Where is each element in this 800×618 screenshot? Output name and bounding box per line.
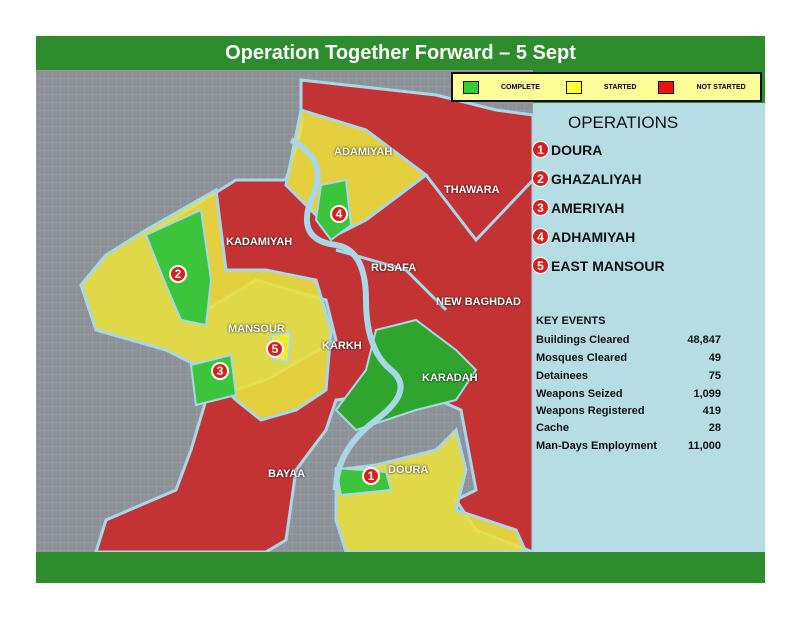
district-label-karadah: KARADAH [422,372,478,384]
key-event-label: Weapons Seized [536,388,623,400]
operation-name: GHAZALIYAH [551,170,642,187]
operation-number-badge: 5 [532,257,549,274]
operation-name: EAST MANSOUR [551,257,665,274]
legend-swatch-started [566,81,582,94]
operation-number-badge: 4 [532,228,549,245]
legend-label-not-started: NOT STARTED [696,83,746,91]
key-event-row [536,422,721,434]
district-label-new-baghdad: NEW BAGHDAD [436,296,521,308]
operation-name: DOURA [551,141,603,158]
key-event-value: 48,847 [687,334,721,346]
legend-item-not-started [658,81,745,94]
district-label-doura: DOURA [388,464,429,476]
district-label-adamiyah: ADAMIYAH [334,146,393,158]
map-marker-1: 1 [362,467,380,485]
operation-number-badge: 2 [532,170,549,187]
operation-item [532,170,642,187]
key-event-row [536,370,721,382]
district-label-rusafa: RUSAFA [371,262,417,274]
key-event-row [536,334,721,346]
key-event-value: 49 [708,352,721,364]
key-event-row [536,405,721,417]
legend-item-started [566,81,637,94]
operation-item [532,228,635,245]
district-label-mansour: MANSOUR [228,323,285,335]
key-event-row [536,352,721,364]
key-event-label: Weapons Registered [536,405,645,417]
legend-swatch-complete [463,81,479,94]
district-label-kadamiyah: KADAMIYAH [226,236,293,248]
key-event-label: Cache [536,422,570,434]
key-event-row [536,440,721,452]
key-event-value: 75 [708,370,721,382]
legend-label-started: STARTED [603,83,637,91]
page-title: Operation Together Forward – 5 Sept [36,36,765,70]
legend-swatch-not-started [658,81,674,94]
key-event-label: Man-Days Employment [536,440,658,452]
operation-number-badge: 3 [532,199,549,216]
key-event-label: Buildings Cleared [536,334,630,346]
operation-number-badge: 1 [532,141,549,158]
operation-item [532,141,602,158]
district-label-thawara: THAWARA [444,184,500,196]
district-label-karkh: KARKH [322,340,362,352]
operations-title: OPERATIONS [568,113,679,132]
map-marker-3: 3 [211,362,229,380]
legend [451,72,762,102]
key-event-row [536,388,721,400]
key-event-value: 28 [708,422,721,434]
key-event-value: 419 [702,405,721,417]
legend-label-complete: COMPLETE [501,83,540,91]
map-marker-4: 4 [330,205,348,223]
operation-name: AMERIYAH [551,199,625,216]
operation-item [532,199,624,216]
map-marker-2: 2 [169,265,187,283]
key-events-title: KEY EVENTS [536,315,606,327]
operation-item [532,257,665,274]
district-label-bayaa: BAYAA [268,468,306,480]
key-event-label: Detainees [536,370,588,382]
map-area [36,70,533,552]
legend-item-complete [463,81,540,94]
map-marker-5: 5 [266,340,284,358]
region-complete-ameriyah [191,355,236,405]
key-event-value: 1,099 [693,388,721,400]
bottom-bar [36,552,765,583]
operation-name: ADHAMIYAH [551,228,636,245]
key-event-label: Mosques Cleared [536,352,628,364]
key-event-value: 11,000 [687,440,721,452]
